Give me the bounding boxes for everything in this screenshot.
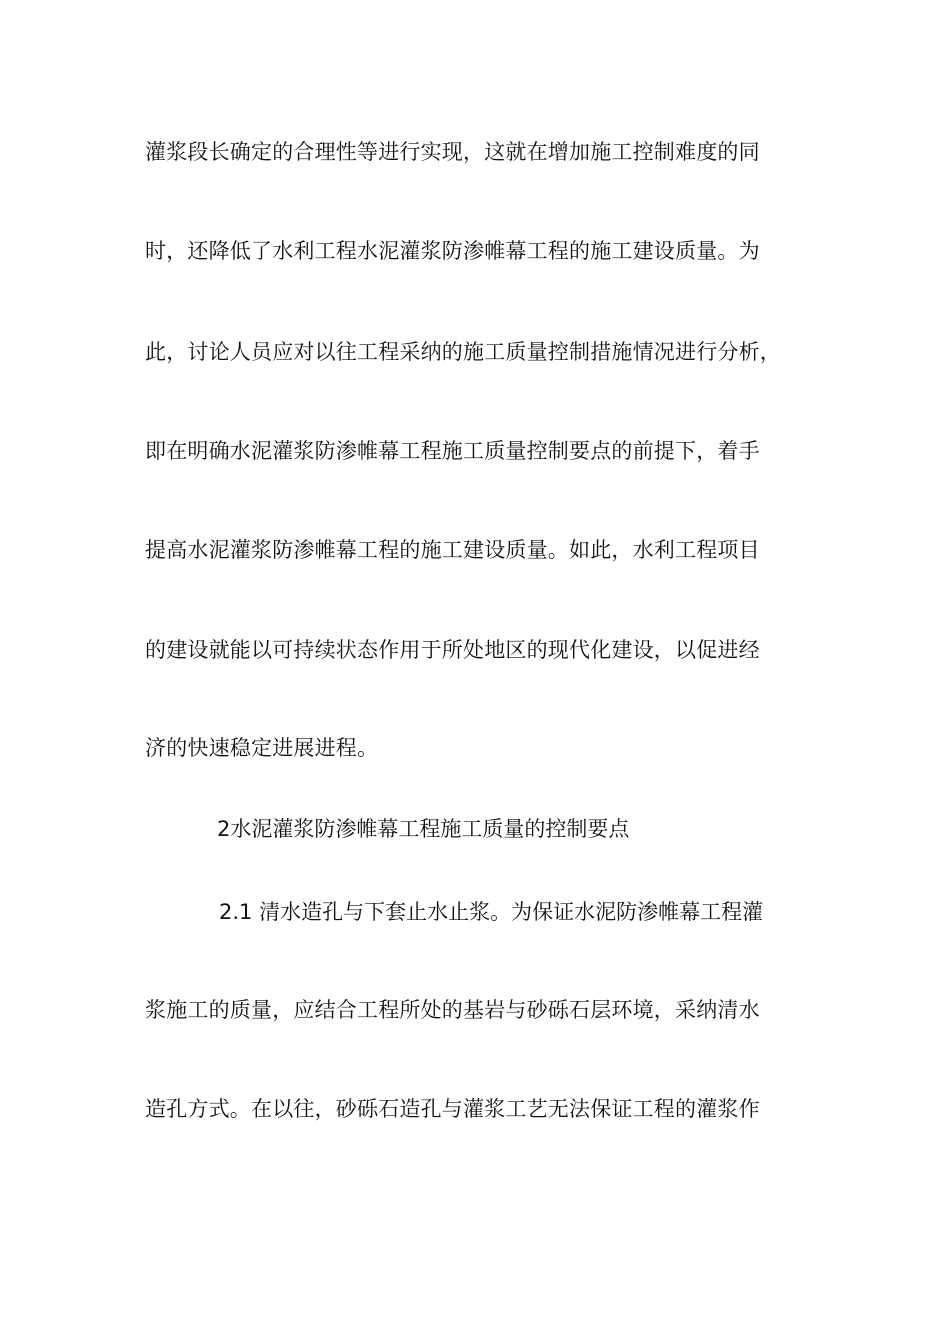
paragraph-line: 造孔方式。在以往，砂砾石造孔与灌浆工艺无法保证工程的灌浆作 [145, 1097, 760, 1121]
section-heading: 2水泥灌浆防渗帷幕工程施工质量的控制要点 [217, 817, 630, 841]
paragraph-line: 此，讨论人员应对以往工程采纳的施工质量控制措施情况进行分析， [145, 340, 781, 364]
paragraph-line: 的建设就能以可持续状态作用于所处地区的现代化建设，以促进经 [145, 638, 760, 662]
paragraph-line: 2.1 清水造孔与下套止水止浆。为保证水泥防渗帷幕工程灌 [219, 900, 764, 924]
paragraph-line: 济的快速稳定进展进程。 [145, 736, 379, 760]
paragraph-line: 浆施工的质量，应结合工程所处的基岩与砂砾石层环境，采纳清水 [145, 998, 760, 1022]
paragraph-line: 灌浆段长确定的合理性等进行实现，这就在增加施工控制难度的同 [145, 140, 760, 164]
paragraph-line: 提高水泥灌浆防渗帷幕工程的施工建设质量。如此，水利工程项目 [145, 538, 760, 562]
paragraph-line: 时，还降低了水利工程水泥灌浆防渗帷幕工程的施工建设质量。为 [145, 239, 760, 263]
paragraph-line: 即在明确水泥灌浆防渗帷幕工程施工质量控制要点的前提下，着手 [145, 439, 760, 463]
